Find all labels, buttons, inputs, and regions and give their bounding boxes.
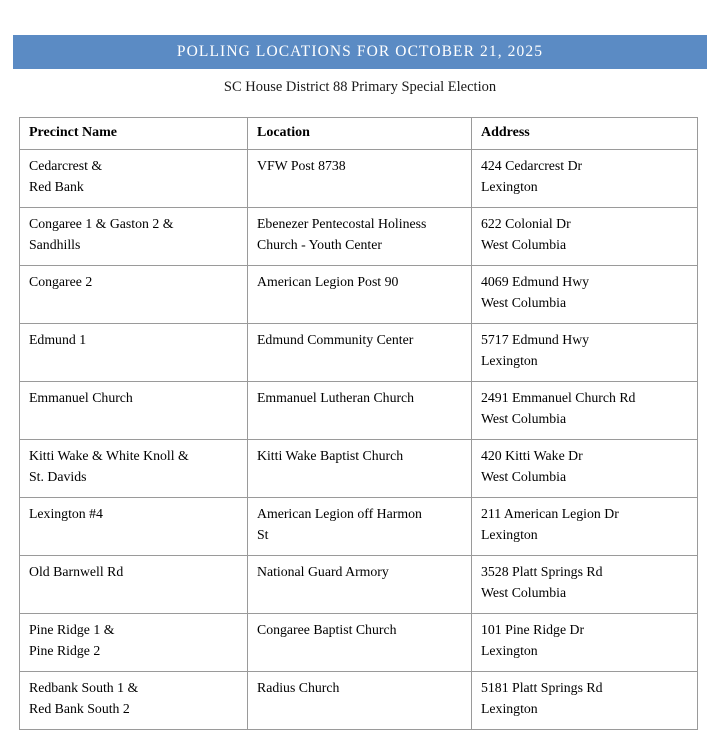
cell-address	[472, 207, 698, 265]
cell-text-line: Kitti Wake Baptist Church	[257, 447, 404, 463]
cell-text-line: Emmanuel Lutheran Church	[257, 389, 415, 405]
cell-text-line: National Guard Armory	[257, 563, 389, 579]
cell-text-line: 622 Colonial Dr	[481, 215, 571, 231]
cell-text-line: Kitti Wake & White Knoll &	[29, 447, 189, 463]
table-header-row	[20, 118, 698, 150]
table-row	[20, 497, 698, 555]
cell-text-line: 2491 Emmanuel Church Rd	[481, 389, 636, 405]
cell-precinct-name	[20, 439, 248, 497]
cell-address	[472, 439, 698, 497]
cell-address	[472, 323, 698, 381]
cell-precinct-name	[20, 555, 248, 613]
table-row	[20, 555, 698, 613]
table-body	[20, 149, 698, 729]
cell-precinct-name	[20, 265, 248, 323]
cell-text-line: Radius Church	[257, 679, 340, 695]
cell-text-line: Church - Youth Center	[257, 237, 382, 253]
cell-text-line: Red Bank South 2	[29, 701, 130, 717]
cell-location	[248, 439, 472, 497]
cell-text-line: 4069 Edmund Hwy	[481, 273, 590, 289]
cell-text-line: Redbank South 1 &	[29, 679, 139, 695]
cell-text-line: Congaree 2	[29, 273, 93, 289]
column-header-location: Location	[248, 118, 472, 150]
cell-location	[248, 323, 472, 381]
cell-address	[472, 265, 698, 323]
cell-text-line: American Legion off Harmon	[257, 505, 422, 521]
cell-text-line: Ebenezer Pentecostal Holiness	[257, 215, 427, 231]
cell-address	[472, 613, 698, 671]
cell-text-line: West Columbia	[481, 295, 567, 311]
cell-text-line: Lexington #4	[29, 505, 103, 521]
cell-precinct-name	[20, 207, 248, 265]
cell-text-line: 3528 Platt Springs Rd	[481, 563, 603, 579]
cell-location	[248, 613, 472, 671]
cell-location	[248, 497, 472, 555]
page-subtitle: SC House District 88 Primary Special Election	[223, 79, 497, 95]
polling-locations-table	[19, 117, 698, 730]
cell-text-line: Pine Ridge 1 &	[29, 621, 115, 637]
cell-text-line: St. Davids	[29, 469, 87, 485]
cell-text-line: Old Barnwell Rd	[29, 563, 124, 579]
table-row	[20, 149, 698, 207]
cell-text-line: Congaree Baptist Church	[257, 621, 397, 637]
cell-text-line: American Legion Post 90	[257, 273, 399, 289]
cell-text-line: Red Bank	[29, 179, 84, 195]
table-row	[20, 671, 698, 729]
cell-text-line: 101 Pine Ridge Dr	[481, 621, 585, 637]
cell-text-line: Lexington	[481, 179, 538, 195]
cell-text-line: Lexington	[481, 527, 538, 543]
cell-text-line: West Columbia	[481, 411, 567, 427]
cell-precinct-name	[20, 671, 248, 729]
column-header-address: Address	[472, 118, 698, 150]
cell-text-line: 5717 Edmund Hwy	[481, 331, 590, 347]
cell-text-line: Congaree 1 & Gaston 2 &	[29, 215, 174, 231]
cell-text-line: Emmanuel Church	[29, 389, 133, 405]
cell-text-line: 5181 Platt Springs Rd	[481, 679, 603, 695]
cell-text-line: West Columbia	[481, 237, 567, 253]
cell-text-line: Cedarcrest &	[29, 157, 103, 173]
cell-location	[248, 207, 472, 265]
cell-text-line: Pine Ridge 2	[29, 643, 101, 659]
cell-precinct-name	[20, 497, 248, 555]
cell-address	[472, 497, 698, 555]
cell-location	[248, 265, 472, 323]
cell-precinct-name	[20, 323, 248, 381]
cell-text-line: West Columbia	[481, 585, 567, 601]
cell-text-line: Lexington	[481, 353, 538, 369]
cell-text-line: 211 American Legion Dr	[481, 505, 619, 521]
cell-text-line: West Columbia	[481, 469, 567, 485]
cell-text-line: Lexington	[481, 701, 538, 717]
cell-precinct-name	[20, 613, 248, 671]
table-row	[20, 381, 698, 439]
cell-text-line: VFW Post 8738	[257, 157, 346, 173]
cell-text-line: Edmund Community Center	[257, 331, 414, 347]
page-title: POLLING LOCATIONS FOR OCTOBER 21, 2025	[176, 43, 544, 60]
cell-precinct-name	[20, 381, 248, 439]
cell-location	[248, 149, 472, 207]
cell-text-line: St	[257, 527, 269, 543]
cell-address	[472, 671, 698, 729]
cell-address	[472, 555, 698, 613]
table-row	[20, 265, 698, 323]
cell-address	[472, 149, 698, 207]
table-header	[20, 118, 698, 150]
polling-locations-table-wrapper	[19, 117, 697, 730]
cell-location	[248, 381, 472, 439]
table-row	[20, 207, 698, 265]
table-row	[20, 323, 698, 381]
cell-location	[248, 671, 472, 729]
cell-text-line: Edmund 1	[29, 331, 87, 347]
title-banner	[13, 35, 707, 69]
cell-text-line: Lexington	[481, 643, 538, 659]
column-header-precinct-name: Precinct Name	[20, 118, 248, 150]
cell-text-line: 424 Cedarcrest Dr	[481, 157, 583, 173]
cell-location	[248, 555, 472, 613]
cell-text-line: 420 Kitti Wake Dr	[481, 447, 583, 463]
table-row	[20, 613, 698, 671]
cell-text-line: Sandhills	[29, 237, 81, 253]
cell-precinct-name	[20, 149, 248, 207]
table-row	[20, 439, 698, 497]
cell-address	[472, 381, 698, 439]
